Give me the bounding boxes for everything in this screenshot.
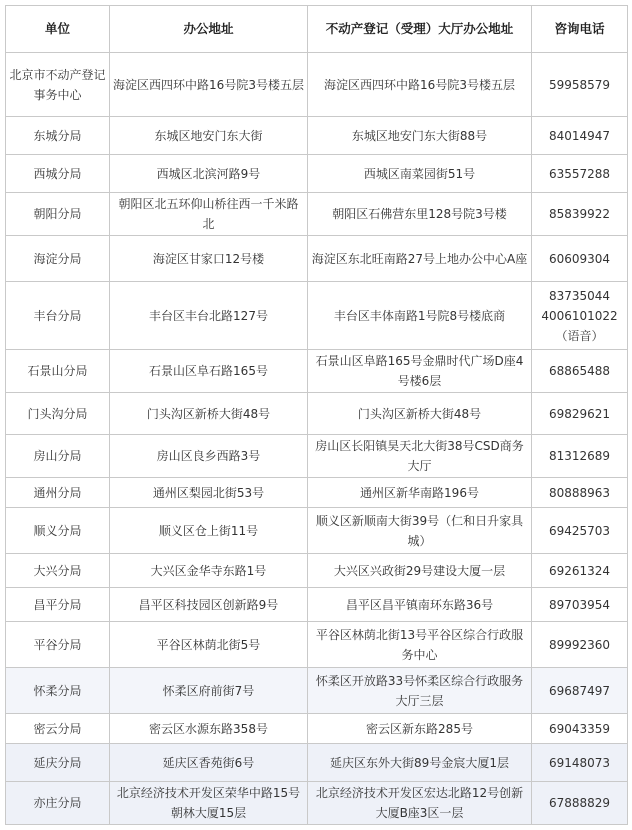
cell-office-address: 房山区良乡西路3号 [110,435,308,478]
cell-unit: 房山分局 [6,435,110,478]
cell-phone: 63557288 [532,155,628,193]
cell-phone: 59958579 [532,53,628,117]
cell-phone: 69148073 [532,744,628,782]
cell-phone: 84014947 [532,117,628,155]
cell-office-address: 朝阳区北五环仰山桥往西一千米路北 [110,193,308,236]
cell-unit: 丰台分局 [6,282,110,350]
cell-office-address: 通州区梨园北街53号 [110,478,308,508]
cell-phone: 80888963 [532,478,628,508]
table-row [6,554,628,588]
cell-unit: 石景山分局 [6,350,110,393]
cell-unit: 亦庄分局 [6,782,110,825]
cell-phone: 69829621 [532,393,628,435]
table-row [6,714,628,744]
header-phone: 咨询电话 [532,6,628,53]
cell-hall-address: 平谷区林荫北街13号平谷区综合行政服务中心 [308,622,532,668]
table-row [6,622,628,668]
cell-hall-address: 怀柔区开放路33号怀柔区综合行政服务大厅三层 [308,668,532,714]
cell-hall-address: 东城区地安门东大街88号 [308,117,532,155]
cell-hall-address: 顺义区新顺南大街39号（仁和日升家具城） [308,508,532,554]
cell-unit: 通州分局 [6,478,110,508]
cell-office-address: 北京经济技术开发区荣华中路15号朝林大厦15层 [110,782,308,825]
cell-hall-address: 昌平区昌平镇南环东路36号 [308,588,532,622]
cell-hall-address: 门头沟区新桥大街48号 [308,393,532,435]
cell-phone: 89703954 [532,588,628,622]
cell-hall-address: 通州区新华南路196号 [308,478,532,508]
cell-unit: 昌平分局 [6,588,110,622]
cell-hall-address: 大兴区兴政街29号建设大厦一层 [308,554,532,588]
cell-hall-address: 房山区长阳镇昊天北大街38号CSD商务大厅 [308,435,532,478]
cell-unit: 北京市不动产登记事务中心 [6,53,110,117]
cell-office-address: 昌平区科技园区创新路9号 [110,588,308,622]
cell-office-address: 石景山区阜石路165号 [110,350,308,393]
cell-office-address: 怀柔区府前街7号 [110,668,308,714]
table-row [6,478,628,508]
cell-unit: 海淀分局 [6,236,110,282]
cell-office-address: 门头沟区新桥大街48号 [110,393,308,435]
cell-office-address: 西城区北滨河路9号 [110,155,308,193]
table-row [6,782,628,825]
cell-hall-address: 密云区新东路285号 [308,714,532,744]
table-row [6,744,628,782]
cell-office-address: 顺义区仓上街11号 [110,508,308,554]
cell-phone: 60609304 [532,236,628,282]
cell-office-address: 平谷区林荫北街5号 [110,622,308,668]
header-hall-address: 不动产登记（受理）大厅办公地址 [308,6,532,53]
header-row [6,6,628,53]
cell-office-address: 东城区地安门东大街 [110,117,308,155]
cell-unit: 密云分局 [6,714,110,744]
cell-phone: 69687497 [532,668,628,714]
table-row [6,350,628,393]
cell-phone: 89992360 [532,622,628,668]
cell-office-address: 海淀区甘家口12号楼 [110,236,308,282]
cell-phone: 69261324 [532,554,628,588]
cell-phone: 83735044 4006101022（语音） [532,282,628,350]
cell-office-address: 延庆区香苑街6号 [110,744,308,782]
table-row [6,193,628,236]
cell-phone: 68865488 [532,350,628,393]
cell-hall-address: 西城区南菜园街51号 [308,155,532,193]
table-header [6,6,628,53]
cell-hall-address: 石景山区阜路165号金鼎时代广场D座4号楼6层 [308,350,532,393]
cell-unit: 朝阳分局 [6,193,110,236]
cell-unit: 东城分局 [6,117,110,155]
cell-office-address: 大兴区金华寺东路1号 [110,554,308,588]
cell-unit: 门头沟分局 [6,393,110,435]
cell-phone: 69425703 [532,508,628,554]
cell-phone: 81312689 [532,435,628,478]
cell-office-address: 丰台区丰台北路127号 [110,282,308,350]
table-row [6,435,628,478]
table-body [6,53,628,825]
cell-office-address: 密云区水源东路358号 [110,714,308,744]
office-directory-table [5,5,628,825]
table-row [6,393,628,435]
cell-hall-address: 海淀区东北旺南路27号上地办公中心A座 [308,236,532,282]
table-row [6,282,628,350]
table-row [6,588,628,622]
cell-hall-address: 丰台区丰体南路1号院8号楼底商 [308,282,532,350]
table-row [6,53,628,117]
cell-unit: 顺义分局 [6,508,110,554]
table-row [6,668,628,714]
cell-unit: 怀柔分局 [6,668,110,714]
cell-unit: 西城分局 [6,155,110,193]
cell-unit: 平谷分局 [6,622,110,668]
cell-unit: 大兴分局 [6,554,110,588]
cell-phone: 85839922 [532,193,628,236]
table-row [6,508,628,554]
cell-hall-address: 北京经济技术开发区宏达北路12号创新大厦B座3区一层 [308,782,532,825]
cell-hall-address: 朝阳区石佛营东里128号院3号楼 [308,193,532,236]
cell-phone: 67888829 [532,782,628,825]
header-unit: 单位 [6,6,110,53]
cell-unit: 延庆分局 [6,744,110,782]
cell-hall-address: 延庆区东外大街89号金宸大厦1层 [308,744,532,782]
cell-hall-address: 海淀区西四环中路16号院3号楼五层 [308,53,532,117]
cell-phone: 69043359 [532,714,628,744]
table-row [6,117,628,155]
cell-office-address: 海淀区西四环中路16号院3号楼五层 [110,53,308,117]
table-row [6,155,628,193]
table-row [6,236,628,282]
header-office-address: 办公地址 [110,6,308,53]
